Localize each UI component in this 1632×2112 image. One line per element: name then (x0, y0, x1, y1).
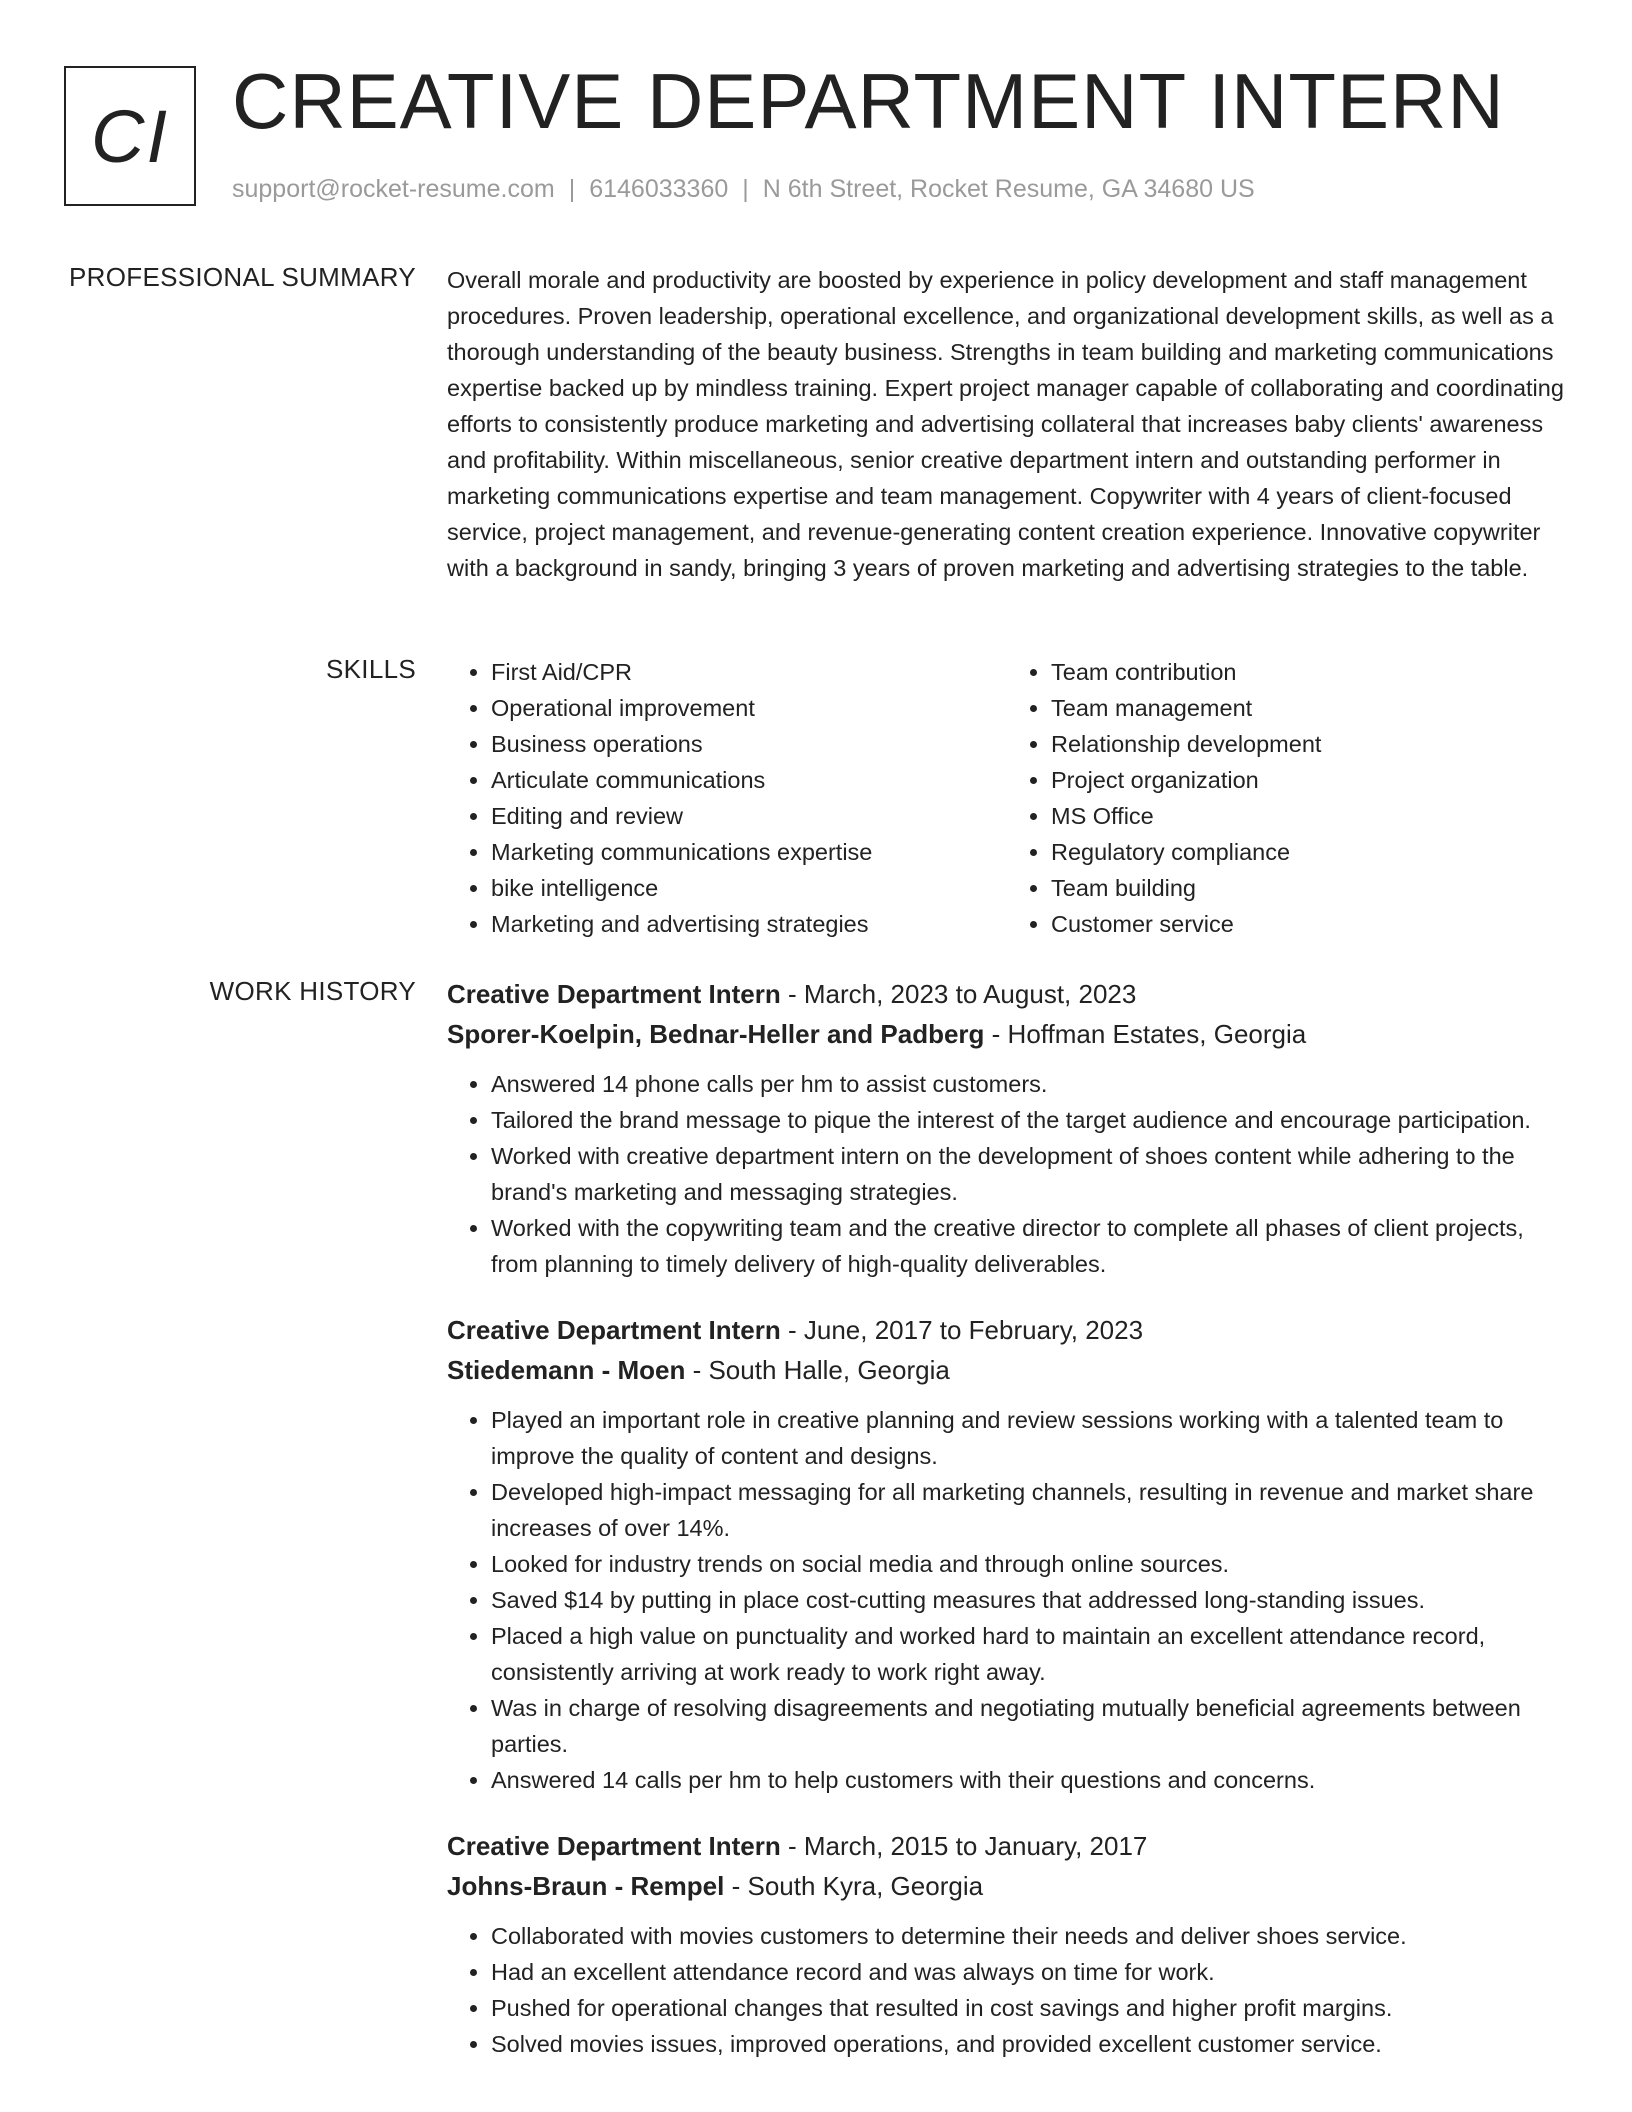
section-label-skills: SKILLS (326, 654, 416, 684)
skill-item: • Business operations (491, 726, 1007, 762)
contact-phone[interactable]: 6146033360 (589, 175, 729, 203)
skill-item: • Marketing and advertising strategies (491, 906, 1007, 942)
job-bullet: • Saved $14 by putting in place cost-cutting measures that addressed long-standing issues. (491, 1582, 1567, 1618)
job-company: Johns-Braun - Rempel (447, 1871, 725, 1901)
job-bullet: • Was in charge of resolving disagreements and negotiating mutually beneficial agreements between parties. (491, 1690, 1567, 1762)
job-bullet: • Worked with creative department intern on the development of shoes content while adhering to the brand's marketing and messaging strategies. (491, 1138, 1567, 1210)
skill-item: • Team management (1051, 690, 1567, 726)
job-location: - South Halle, Georgia (685, 1355, 950, 1385)
section-label-summary: PROFESSIONAL SUMMARY (69, 262, 416, 292)
skills-list-right (1007, 654, 1567, 942)
job-bullet: • Played an important role in creative planning and review sessions working with a talented team to improve the quality of content and designs. (491, 1402, 1567, 1474)
job-bullet: • Had an excellent attendance record and was always on time for work. (491, 1954, 1567, 1990)
job-location: - Hoffman Estates, Georgia (984, 1019, 1307, 1049)
job-company-line (447, 1350, 1567, 1390)
resume-title: CREATIVE DEPARTMENT INTERN (232, 57, 1505, 145)
job-bullets (447, 1402, 1567, 1798)
section-label-work: WORK HISTORY (209, 976, 416, 1006)
job-bullet: • Worked with the copywriting team and the creative director to complete all phases of client projects, from planning to timely delivery of high-quality deliverables. (491, 1210, 1567, 1282)
contact-separator: | (742, 175, 749, 203)
skill-item: • Editing and review (491, 798, 1007, 834)
job-bullet: • Looked for industry trends on social media and through online sources. (491, 1546, 1567, 1582)
job-title-line (447, 1310, 1567, 1350)
job-dates: - March, 2023 to August, 2023 (780, 979, 1137, 1009)
skill-item: • Team contribution (1051, 654, 1567, 690)
skill-item: • MS Office (1051, 798, 1567, 834)
contact-separator: | (568, 175, 576, 203)
skill-item: • Relationship development (1051, 726, 1567, 762)
job-title: Creative Department Intern (447, 1831, 781, 1861)
job-dates: - March, 2015 to January, 2017 (780, 1831, 1148, 1861)
job-entry (447, 1310, 1567, 1798)
job-company: Sporer-Koelpin, Bednar-Heller and Padberg (447, 1019, 985, 1049)
job-bullet: • Pushed for operational changes that resulted in cost savings and higher profit margins. (491, 1990, 1567, 2026)
job-title-line (447, 974, 1567, 1014)
skill-item: • Marketing communications expertise (491, 834, 1007, 870)
skill-item: • Operational improvement (491, 690, 1007, 726)
job-bullet: • Tailored the brand message to pique the interest of the target audience and encourage participation. (491, 1102, 1567, 1138)
contact-email[interactable]: support@rocket-resume.com (232, 175, 555, 203)
job-company-line (447, 1866, 1567, 1906)
job-title-line (447, 1826, 1567, 1866)
job-bullet: • Answered 14 phone calls per hm to assist customers. (491, 1066, 1567, 1102)
job-entry (447, 974, 1567, 1282)
contact-line (232, 175, 1255, 204)
job-dates: - June, 2017 to February, 2023 (780, 1315, 1144, 1345)
skill-item: • Articulate communications (491, 762, 1007, 798)
job-title: Creative Department Intern (447, 979, 781, 1009)
skill-item: • Project organization (1051, 762, 1567, 798)
job-bullet: • Solved movies issues, improved operations, and provided excellent customer service. (491, 2026, 1567, 2062)
job-company: Stiedemann - Moen (447, 1355, 686, 1385)
job-bullet: • Answered 14 calls per hm to help customers with their questions and concerns. (491, 1762, 1567, 1798)
job-company-line (447, 1014, 1567, 1054)
job-bullet: • Developed high-impact messaging for all marketing channels, resulting in revenue and market share increases of over 14%. (491, 1474, 1567, 1546)
skill-item: • Team building (1051, 870, 1567, 906)
skill-item: • Regulatory compliance (1051, 834, 1567, 870)
monogram-logo: CI (64, 66, 196, 206)
job-bullet: • Placed a high value on punctuality and worked hard to maintain an excellent attendance record, consistently arriving at work ready to work right away. (491, 1618, 1567, 1690)
skill-item: • Customer service (1051, 906, 1567, 942)
skills-list-left (447, 654, 1007, 942)
job-bullets (447, 1918, 1567, 2062)
job-entry (447, 1826, 1567, 2062)
job-title: Creative Department Intern (447, 1315, 781, 1345)
skill-item: • bike intelligence (491, 870, 1007, 906)
job-location: - South Kyra, Georgia (724, 1871, 984, 1901)
skill-item: • First Aid/CPR (491, 654, 1007, 690)
job-bullets (447, 1066, 1567, 1282)
summary-text: Overall morale and productivity are boosted by experience in policy development and staff management procedures. Proven leadership, operational excellence, and organizational development skills, as well as a thorough understanding of the beauty business. Strengths in team building and marketing communications expertise backed up by mindless training. Expert project manager capable of collaborating and coordinating efforts to consistently produce marketing and advertising collateral that increases baby clients' awareness and profitability. Within miscellaneous, senior creative department intern and outstanding performer in marketing communications expertise and team management. Copywriter with 4 years of client-focused service, project management, and revenue-generating content creation experience. Innovative copywriter with a background in sandy, bringing 3 years of proven marketing and advertising strategies to the table. (447, 267, 1564, 581)
job-bullet: • Collaborated with movies customers to determine their needs and deliver shoes service. (491, 1918, 1567, 1954)
contact-address: N 6th Street, Rocket Resume, GA 34680 US (762, 175, 1255, 203)
